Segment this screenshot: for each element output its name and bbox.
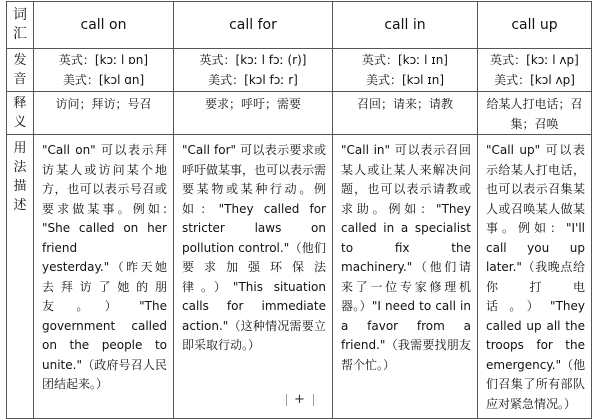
row-header-char: 发: [13, 53, 27, 68]
row-header-vocabulary: [7, 2, 34, 49]
pron-us: 美式：[kɔl ʌp]: [494, 73, 575, 87]
row-header-pronunciation: [7, 49, 34, 92]
row-header-char: 词: [13, 7, 27, 23]
pron-us: 美式：[kɔl ɪn]: [365, 73, 445, 87]
pron-call-on: [34, 49, 174, 92]
meaning-call-in: 召回；请来；请教: [333, 92, 478, 135]
word-call-up: call up: [478, 2, 592, 49]
plus-icon[interactable]: +: [294, 392, 305, 407]
pron-call-in: [333, 49, 478, 92]
row-header-char: 释: [13, 96, 27, 111]
pron-uk: 英式：[kɔː l ʌp]: [490, 53, 579, 67]
row-header-char: 汇: [13, 26, 27, 42]
meaning-row: [7, 92, 592, 135]
row-header-char: 法: [13, 160, 27, 175]
pron-us: 美式：[kɔl ɑn]: [62, 73, 145, 87]
usage-call-in: "Call in" 可以表示召回某人或让某人来解决问题，也可以表示请教或求助。例如："They called in a specialist to fix the machinery."（他们请来了一位专家修理机器。）"I need to call in a favor from a friend."（我需要找朋友帮个忙。）: [333, 135, 478, 419]
pron-uk: 英式：[kɔː l ɪn]: [362, 53, 448, 67]
word-call-for: call for: [174, 2, 333, 49]
row-header-usage: [7, 135, 34, 419]
row-header-char: 义: [13, 115, 27, 130]
word-call-on: call on: [34, 2, 174, 49]
row-header-char: 述: [13, 198, 27, 213]
usage-call-up: "Call up" 可以表示给某人打电话，也可以表示召集某人或召唤某人做某事。例如："I'll call you up later."（我晚点给你打电话。）"They called up all the troops for the emergency."（他们召集了所有部队应对紧急情况。）: [478, 135, 592, 419]
meaning-call-up: 给某人打电话；召集；召唤: [478, 92, 592, 135]
pron-uk: 英式：[kɔː l fɔː (r)]: [199, 53, 307, 67]
row-header-meaning: [7, 92, 34, 135]
pron-call-for: [174, 49, 333, 92]
row-header-char: 描: [13, 179, 27, 194]
pron-uk: 英式：[kɔː l ɒn]: [58, 53, 149, 67]
vocabulary-table: [6, 1, 592, 419]
meaning-call-on: 访问；拜访；号召: [34, 92, 174, 135]
row-header-char: 音: [13, 72, 27, 87]
word-row: [7, 2, 592, 49]
usage-call-on: "Call on" 可以表示拜访某人或访问某个地方，也可以表示号召或要求做某事。例如: "She called on her friend yesterday."（昨天她去拜访了她的朋友。）"The government called on the people to unite."（政府号召人民团结起来。）: [34, 135, 174, 419]
word-call-in: call in: [333, 2, 478, 49]
row-header-char: 用: [13, 141, 27, 156]
pron-call-up: [478, 49, 592, 92]
pronunciation-row: [7, 49, 592, 92]
meaning-call-for: 要求；呼吁；需要: [174, 92, 333, 135]
usage-row: [7, 135, 592, 419]
pron-us: 美式：[kɔl fɔː r]: [208, 73, 298, 87]
usage-call-for: "Call for" 可以表示要求或呼吁做某事，也可以表示需要某物或某种行动。例如："They called for stricter laws on pollution control."（他们要求加强环保法律。）"This situation calls for immediate action."（这种情况需要立即采取行动。）: [174, 135, 333, 419]
